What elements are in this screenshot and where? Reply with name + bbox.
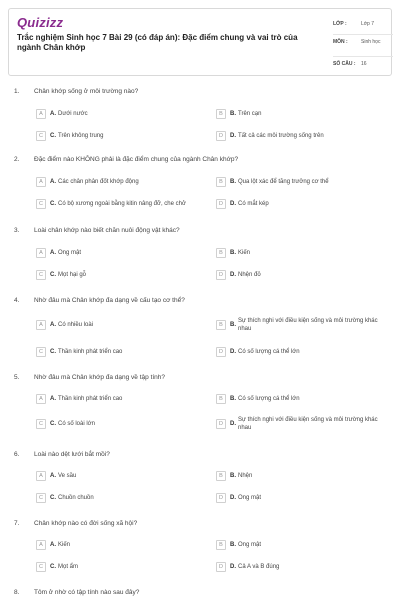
option-box: A bbox=[36, 177, 46, 187]
option-d[interactable] bbox=[216, 490, 386, 506]
option-box: A bbox=[36, 248, 46, 258]
option-text: Có mắt kép bbox=[238, 201, 269, 207]
option-a[interactable] bbox=[36, 468, 206, 484]
option-text: Sự thích nghi với điều kiện sống và môi trường khác nhau bbox=[238, 417, 378, 431]
option-letter: D. bbox=[230, 201, 236, 207]
option-letter: C. bbox=[50, 201, 56, 207]
option-text: Ong mật bbox=[238, 495, 262, 501]
option-letter: D. bbox=[230, 272, 236, 278]
option-a[interactable] bbox=[36, 245, 206, 261]
option-d[interactable] bbox=[216, 128, 386, 144]
option-text: Cả A và B đúng bbox=[238, 564, 280, 570]
option-a[interactable] bbox=[36, 106, 206, 122]
option-letter: C. bbox=[50, 272, 56, 278]
option-text: Có bộ xương ngoài bằng kitin nâng đỡ, che chở bbox=[58, 201, 186, 207]
option-box: D bbox=[216, 199, 226, 209]
option-d[interactable] bbox=[216, 267, 386, 283]
option-a[interactable] bbox=[36, 537, 206, 553]
option-box: C bbox=[36, 270, 46, 280]
option-b[interactable] bbox=[216, 174, 386, 190]
option-letter: B. bbox=[230, 473, 236, 479]
option-letter: D. bbox=[230, 349, 236, 355]
option-letter: C. bbox=[50, 133, 56, 139]
option-box: A bbox=[36, 540, 46, 550]
option-box: D bbox=[216, 131, 226, 141]
option-c[interactable] bbox=[36, 490, 206, 506]
option-text: Thần kinh phát triển cao bbox=[58, 396, 123, 402]
option-text: Nhện bbox=[238, 473, 253, 479]
option-letter: C. bbox=[50, 495, 56, 501]
option-text: Các chân phân đốt khớp động bbox=[58, 179, 139, 185]
option-box: B bbox=[216, 540, 226, 550]
option-letter: B. bbox=[230, 179, 236, 185]
question-number: 3. bbox=[14, 227, 20, 234]
option-letter: D. bbox=[230, 495, 236, 501]
option-text: Trên không trung bbox=[58, 133, 104, 139]
option-text: Kiến bbox=[58, 542, 71, 548]
option-a[interactable] bbox=[36, 317, 206, 333]
mon-label: MÔN : bbox=[333, 39, 348, 45]
option-letter: C. bbox=[50, 349, 56, 355]
option-letter: A. bbox=[50, 322, 56, 328]
option-b[interactable] bbox=[216, 391, 386, 407]
lop-label: LỚP : bbox=[333, 21, 347, 27]
socau-label: SỐ CÂU : bbox=[333, 61, 356, 67]
option-letter: B. bbox=[230, 111, 236, 117]
question-text: Loài nào dệt lưới bắt mồi? bbox=[34, 451, 110, 458]
option-b[interactable] bbox=[216, 106, 386, 122]
question-text: Nhờ đâu mà Chân khớp đa dạng về tập tính? bbox=[34, 374, 166, 381]
question-text: Đặc điểm nào KHÔNG phải là đặc điểm chung của ngành Chân khớp? bbox=[34, 156, 239, 163]
option-c[interactable] bbox=[36, 128, 206, 144]
question-number: 6. bbox=[14, 451, 20, 458]
question-text: Loài chân khớp nào biết chăn nuôi động vật khác? bbox=[34, 227, 180, 234]
option-letter: A. bbox=[50, 396, 56, 402]
option-a[interactable] bbox=[36, 174, 206, 190]
option-text: Ong mật bbox=[58, 250, 82, 256]
question-number: 5. bbox=[14, 374, 20, 381]
option-text: Trên cạn bbox=[238, 111, 262, 117]
option-c[interactable] bbox=[36, 559, 206, 575]
option-letter: B. bbox=[230, 542, 236, 548]
option-b[interactable] bbox=[216, 245, 386, 261]
option-box: D bbox=[216, 419, 226, 429]
option-text: Tất cả các môi trường sống trên bbox=[238, 133, 324, 139]
page-title: Trắc nghiệm Sinh học 7 Bài 29 (có đáp án): Đặc điểm chung và vai trò của ngành Chân khớp bbox=[17, 33, 298, 52]
option-box: A bbox=[36, 394, 46, 404]
option-text: Nhện đỏ bbox=[238, 272, 261, 278]
option-box: D bbox=[216, 270, 226, 280]
option-box: B bbox=[216, 248, 226, 258]
option-box: D bbox=[216, 493, 226, 503]
lop-value: Lớp 7 bbox=[361, 21, 375, 27]
option-letter: B. bbox=[230, 322, 236, 328]
question-text: Nhờ đâu mà Chân khớp đa dạng về cấu tạo cơ thể? bbox=[34, 297, 185, 304]
worksheet-header bbox=[8, 8, 392, 76]
meta-panel bbox=[333, 17, 393, 75]
option-box: B bbox=[216, 320, 226, 330]
option-a[interactable] bbox=[36, 391, 206, 407]
option-text: Sự thích nghi với điều kiện sống và môi trường khác nhau bbox=[238, 318, 378, 332]
option-letter: A. bbox=[50, 111, 56, 117]
question-number: 7. bbox=[14, 520, 20, 527]
meta-row-mon bbox=[333, 35, 393, 57]
option-letter: A. bbox=[50, 542, 56, 548]
option-box: C bbox=[36, 199, 46, 209]
option-letter: C. bbox=[50, 564, 56, 570]
option-text: Kiến bbox=[238, 250, 251, 256]
option-d[interactable] bbox=[216, 559, 386, 575]
option-box: A bbox=[36, 471, 46, 481]
option-text: Chuồn chuồn bbox=[58, 495, 94, 501]
option-d[interactable] bbox=[216, 416, 386, 432]
option-box: A bbox=[36, 320, 46, 330]
option-letter: D. bbox=[230, 564, 236, 570]
option-box: C bbox=[36, 347, 46, 357]
question-text: Chân khớp nào có đời sống xã hội? bbox=[34, 520, 138, 527]
option-text: Có số loài lớn bbox=[58, 421, 95, 427]
option-box: B bbox=[216, 177, 226, 187]
question-number: 4. bbox=[14, 297, 20, 304]
option-b[interactable] bbox=[216, 468, 386, 484]
option-box: D bbox=[216, 562, 226, 572]
option-letter: B. bbox=[230, 396, 236, 402]
socau-value: 16 bbox=[361, 61, 367, 67]
option-c[interactable] bbox=[36, 416, 206, 432]
option-c[interactable] bbox=[36, 344, 206, 360]
question-number: 8. bbox=[14, 589, 20, 596]
option-c[interactable] bbox=[36, 267, 206, 283]
option-d[interactable] bbox=[216, 196, 386, 212]
question-number: 2. bbox=[14, 156, 20, 163]
option-text: Dưới nước bbox=[58, 111, 88, 117]
option-d[interactable] bbox=[216, 344, 386, 360]
option-text: Ong mật bbox=[238, 542, 262, 548]
option-text: Có số lượng cá thể lớn bbox=[238, 396, 300, 402]
option-text: Qua lột xác để tăng trưởng cơ thể bbox=[238, 179, 329, 185]
option-letter: C. bbox=[50, 421, 56, 427]
option-box: B bbox=[216, 471, 226, 481]
option-box: A bbox=[36, 109, 46, 119]
option-text: Ve sầu bbox=[58, 473, 77, 479]
option-letter: A. bbox=[50, 250, 56, 256]
option-c[interactable] bbox=[36, 196, 206, 212]
question-number: 1. bbox=[14, 88, 20, 95]
option-letter: A. bbox=[50, 473, 56, 479]
meta-row-socau bbox=[333, 57, 393, 75]
question-text: Tôm ở nhờ có tập tính nào sau đây? bbox=[34, 589, 140, 596]
meta-row-lop bbox=[333, 17, 393, 35]
option-box: D bbox=[216, 347, 226, 357]
option-text: Mọt ẩm bbox=[58, 564, 79, 570]
option-b[interactable] bbox=[216, 317, 386, 333]
option-box: B bbox=[216, 394, 226, 404]
option-box: C bbox=[36, 419, 46, 429]
option-letter: D. bbox=[230, 421, 236, 427]
option-b[interactable] bbox=[216, 537, 386, 553]
option-letter: B. bbox=[230, 250, 236, 256]
option-text: Mọt hại gỗ bbox=[58, 272, 87, 278]
option-text: Thần kinh phát triển cao bbox=[58, 349, 123, 355]
quizizz-logo: Quizizz bbox=[17, 15, 64, 30]
option-box: B bbox=[216, 109, 226, 119]
option-text: Có số lượng cá thể lớn bbox=[238, 349, 300, 355]
option-box: C bbox=[36, 131, 46, 141]
option-letter: A. bbox=[50, 179, 56, 185]
question-text: Chân khớp sống ở môi trường nào? bbox=[34, 88, 139, 95]
option-box: C bbox=[36, 493, 46, 503]
option-box: C bbox=[36, 562, 46, 572]
mon-value: Sinh học bbox=[361, 39, 381, 45]
option-letter: D. bbox=[230, 133, 236, 139]
option-text: Có nhiều loài bbox=[58, 322, 94, 328]
